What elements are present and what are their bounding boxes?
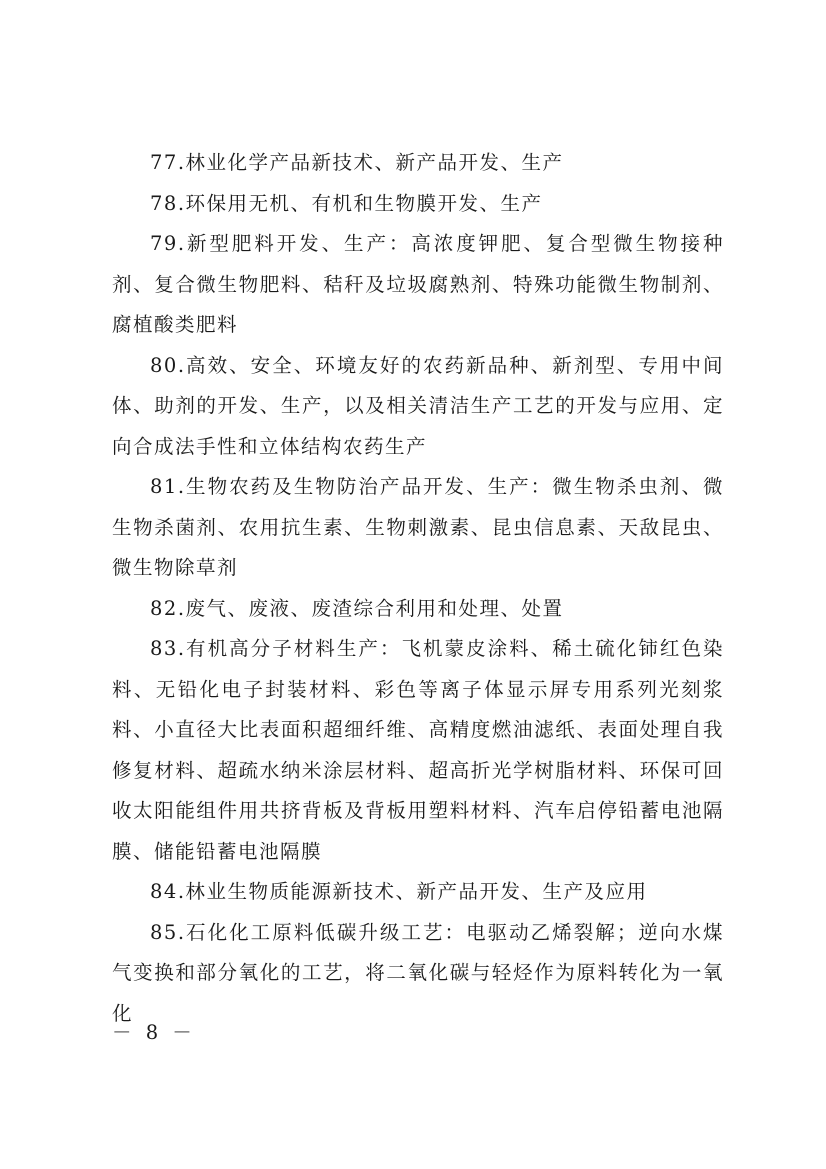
page-number: － 8 －: [112, 1021, 196, 1044]
paragraph-item-77: 77.林业化学产品新技术、新产品开发、生产: [150, 151, 564, 174]
paragraph-item-83: 83.有机高分子材料生产：飞机蒙皮涂料、稀土硫化铈红色染料、无铅化电子封装材料、彩色等离子体显示屏专用系列光刻浆料、小直径大比表面积超细纤维、高精度燃油滤纸、表面处理自我修复材料、超疏水纳米涂层材料、超高折光学树脂材料、环保可回收太阳能组件用共挤背板及背板用塑料材料、汽车启停铅蓄电池隔膜、储能铅蓄电池隔膜: [112, 637, 724, 863]
paragraph-item-78: 78.环保用无机、有机和生物膜开发、生产: [150, 191, 543, 215]
paragraph-item-80: 80.高效、安全、环境友好的农药新品种、新剂型、专用中间体、助剂的开发、生产，以及相关清洁生产工艺的开发与应用、定向合成法手性和立体结构农药生产: [112, 353, 724, 458]
paragraph-item-84: 84.林业生物质能源新技术、新产品开发、生产及应用: [150, 880, 648, 903]
paragraph-item-85: 85.石化化工原料低碳升级工艺：电驱动乙烯裂解；逆向水煤气变换和部分氧化的工艺，将二氧化碳与轻烃作为原料转化为一氧化: [112, 920, 724, 1025]
paragraph-item-81: 81.生物农药及生物防治产品开发、生产：微生物杀虫剂、微生物杀菌剂、农用抗生素、生物刺激素、昆虫信息素、天敌昆虫、微生物除草剂: [112, 475, 724, 579]
paragraph-item-82: 82.废气、废液、废渣综合利用和处理、处置: [150, 596, 564, 620]
paragraph-item-79: 79.新型肥料开发、生产：高浓度钾肥、复合型微生物接种剂、复合微生物肥料、秸秆及垃圾腐熟剂、特殊功能微生物制剂、腐植酸类肥料: [112, 232, 724, 336]
document-body: [112, 143, 724, 1034]
